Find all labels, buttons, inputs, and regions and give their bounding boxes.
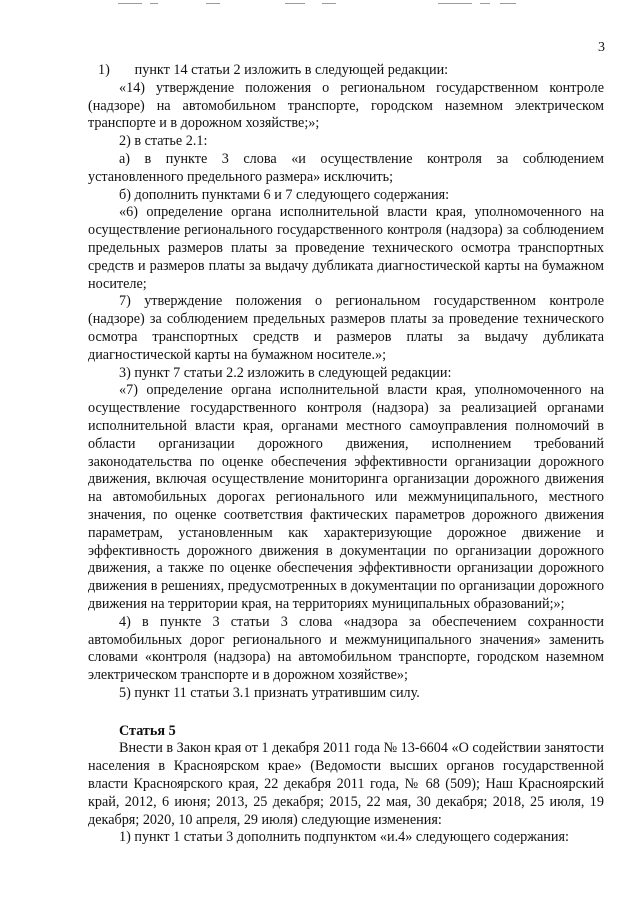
paragraph: 1) пункт 1 статьи 3 дополнить подпунктом «и.4» следующего содержания: [119, 829, 569, 846]
paragraph: 7) утверждение положения о региональном государственном контроле (надзоре) за соблюдением предельных размеров платы за проведение технического осмотра транспортных средств и размеров платы за выдачу дубликата диагностической карты на бумажном носителе.»; [88, 293, 604, 363]
page-number: 3 [598, 40, 605, 55]
document-body [88, 62, 604, 847]
paragraph: «6) определение органа исполнительной власти края, уполномоченного на осуществление регионального государственного контроля (надзора) за соблюдением предельных размеров платы за проведение технического осмотра транспортных средств и размеров платы за выдачу дубликата диагностической карты на бумажном носителе; [88, 204, 604, 292]
paragraph: 5) пункт 11 статьи 3.1 признать утратившим силу. [119, 684, 420, 701]
paragraph: 4) в пункте 3 статьи 3 слова «надзора за обеспечением сохранности автомобильных дорог регионального и межмуниципального значения» заменить словами «контроля (надзора) на автомобильном транспорте, городском наземном электрическом транспорте и в дорожном хозяйстве»; [88, 613, 604, 684]
paragraph: «7) определение органа исполнительной власти края, уполномоченного на осуществление государственного контроля (надзора) за реализацией органами исполнительной власти края, органами местного самоуправления полномочий в области организации дорожного движения, исполнением требований законодательства по оценке обеспечения эффективности организации дорожного движения, включая осуществление мониторинга организации дорожного движения на автомобильных дорогах регионального или межмуниципального, местного значения, по оценке соответствия фактических параметров дорожного движения параметрам, установленным как характеризующие дорожное движение и эффективность дорожного движения в документации по организации дорожного движения, а также по оценке обеспечения эффективности организации дорожного движения в решениях, предусмотренных в документации по организации дорожного движения на территории края, на территориях муниципальных образований;»; [88, 382, 604, 612]
paragraph: 2) в статье 2.1: [119, 133, 208, 150]
paragraph: 1) пункт 14 статьи 2 изложить в следующей редакции: [98, 62, 449, 78]
article-heading: Статья 5 [119, 722, 176, 739]
paragraph: 3) пункт 7 статьи 2.2 изложить в следующей редакции: [119, 364, 452, 381]
paragraph: б) дополнить пунктами 6 и 7 следующего содержания: [119, 186, 450, 203]
paragraph: «14) утверждение положения о региональном государственном контроле (надзоре) на автомобильном транспорте, городском наземном электрическом транспорте и в дорожном хозяйстве;»; [88, 79, 604, 132]
paragraph: а) в пункте 3 слова «и осуществление контроля за соблюдением установленного предельного размера» исключить; [88, 150, 604, 185]
paragraph: Внести в Закон края от 1 декабря 2011 года № 13-6604 «О содействии занятости населения в Красноярском крае» (Ведомости высших органов государственной власти Красноярского края, 22 декабря 2011 года, № 68 (509); Наш Красноярский край, 2012, 6 июня; 2013, 25 декабря; 2015, 22 мая, 30 декабря; 2018, 25 июля, 19 декабря; 2020, 10 апреля, 29 июля) следующие изменения: [88, 740, 604, 828]
scan-artifacts [0, 0, 635, 8]
